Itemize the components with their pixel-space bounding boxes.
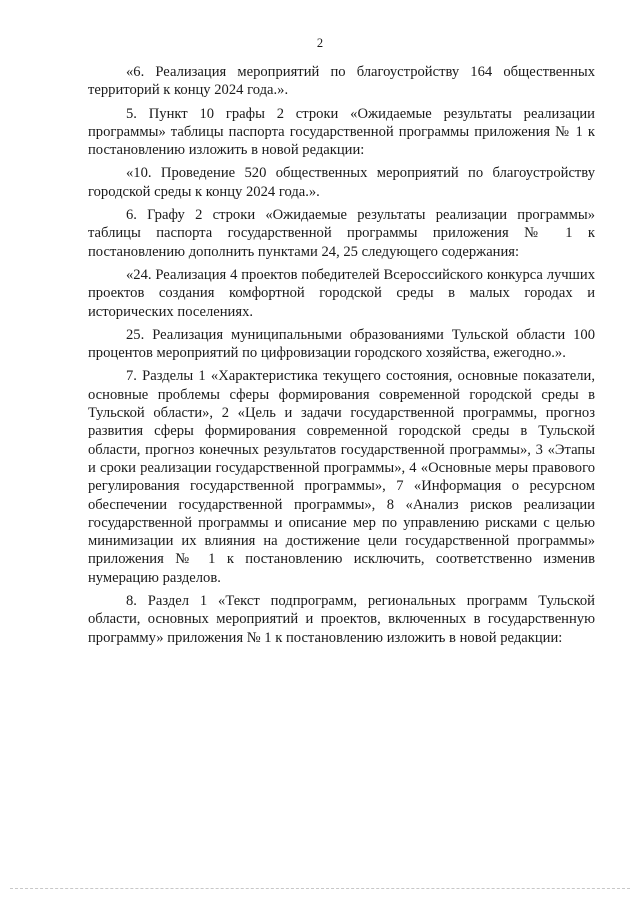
scan-edge-line (10, 888, 630, 889)
page-number: 2 (316, 36, 324, 50)
paragraph-item-6-quote: «6. Реализация мероприятий по благоустройству 164 общественных территорий к концу 2024 года.». (88, 64, 595, 99)
paragraph-point-6: 6. Графу 2 строки «Ожидаемые результаты реализации программы» таблицы паспорта государственной программы приложения № 1 к постановлению дополнить пунктами 24, 25 следующего содержания: (88, 207, 595, 260)
paragraph-point-7: 7. Разделы 1 «Характеристика текущего состояния, основные показатели, основные проблемы сферы формирования современной городской среды в Тульской области», 2 «Цель и задачи государственной программы, прогноз развития сферы формирования современной городской среды в Тульской области, прогноз конечных результатов государственной программы», 3 «Этапы и сроки реализации государственной программы», 4 «Основные меры правового регулирования государственной программы», 7 «Информация о ресурсном обеспечении государственной программы», 8 «Анализ рисков реализации государственной программы и описание мер по управлению рисками с целью минимизации их влияния на достижение цели государственной программы» приложения № 1 к постановлению исключить, соответственно изменив нумерацию разделов. (88, 368, 595, 586)
paragraph-point-5: 5. Пункт 10 графы 2 строки «Ожидаемые результаты реализации программы» таблицы паспорта государственной программы приложения № 1 к постановлению изложить в новой редакции: (88, 105, 595, 159)
document-body (88, 63, 595, 652)
paragraph-point-8: 8. Раздел 1 «Текст подпрограмм, региональных программ Тульской области, основных мероприятий и проектов, включенных в государственную программу» приложения № 1 к постановлению изложить в новой редакции: (88, 593, 595, 646)
paragraph-item-24-quote: «24. Реализация 4 проектов победителей Всероссийского конкурса лучших проектов создания комфортной городской среды в малых городах и исторических поселениях. (88, 266, 595, 320)
paragraph-item-25: 25. Реализация муниципальными образованиями Тульской области 100 процентов мероприятий по цифровизации городского хозяйства, ежегодно.». (88, 326, 595, 362)
paragraph-item-10-quote: «10. Проведение 520 общественных мероприятий по благоустройству городской среды к концу 2024 года.». (88, 165, 595, 200)
